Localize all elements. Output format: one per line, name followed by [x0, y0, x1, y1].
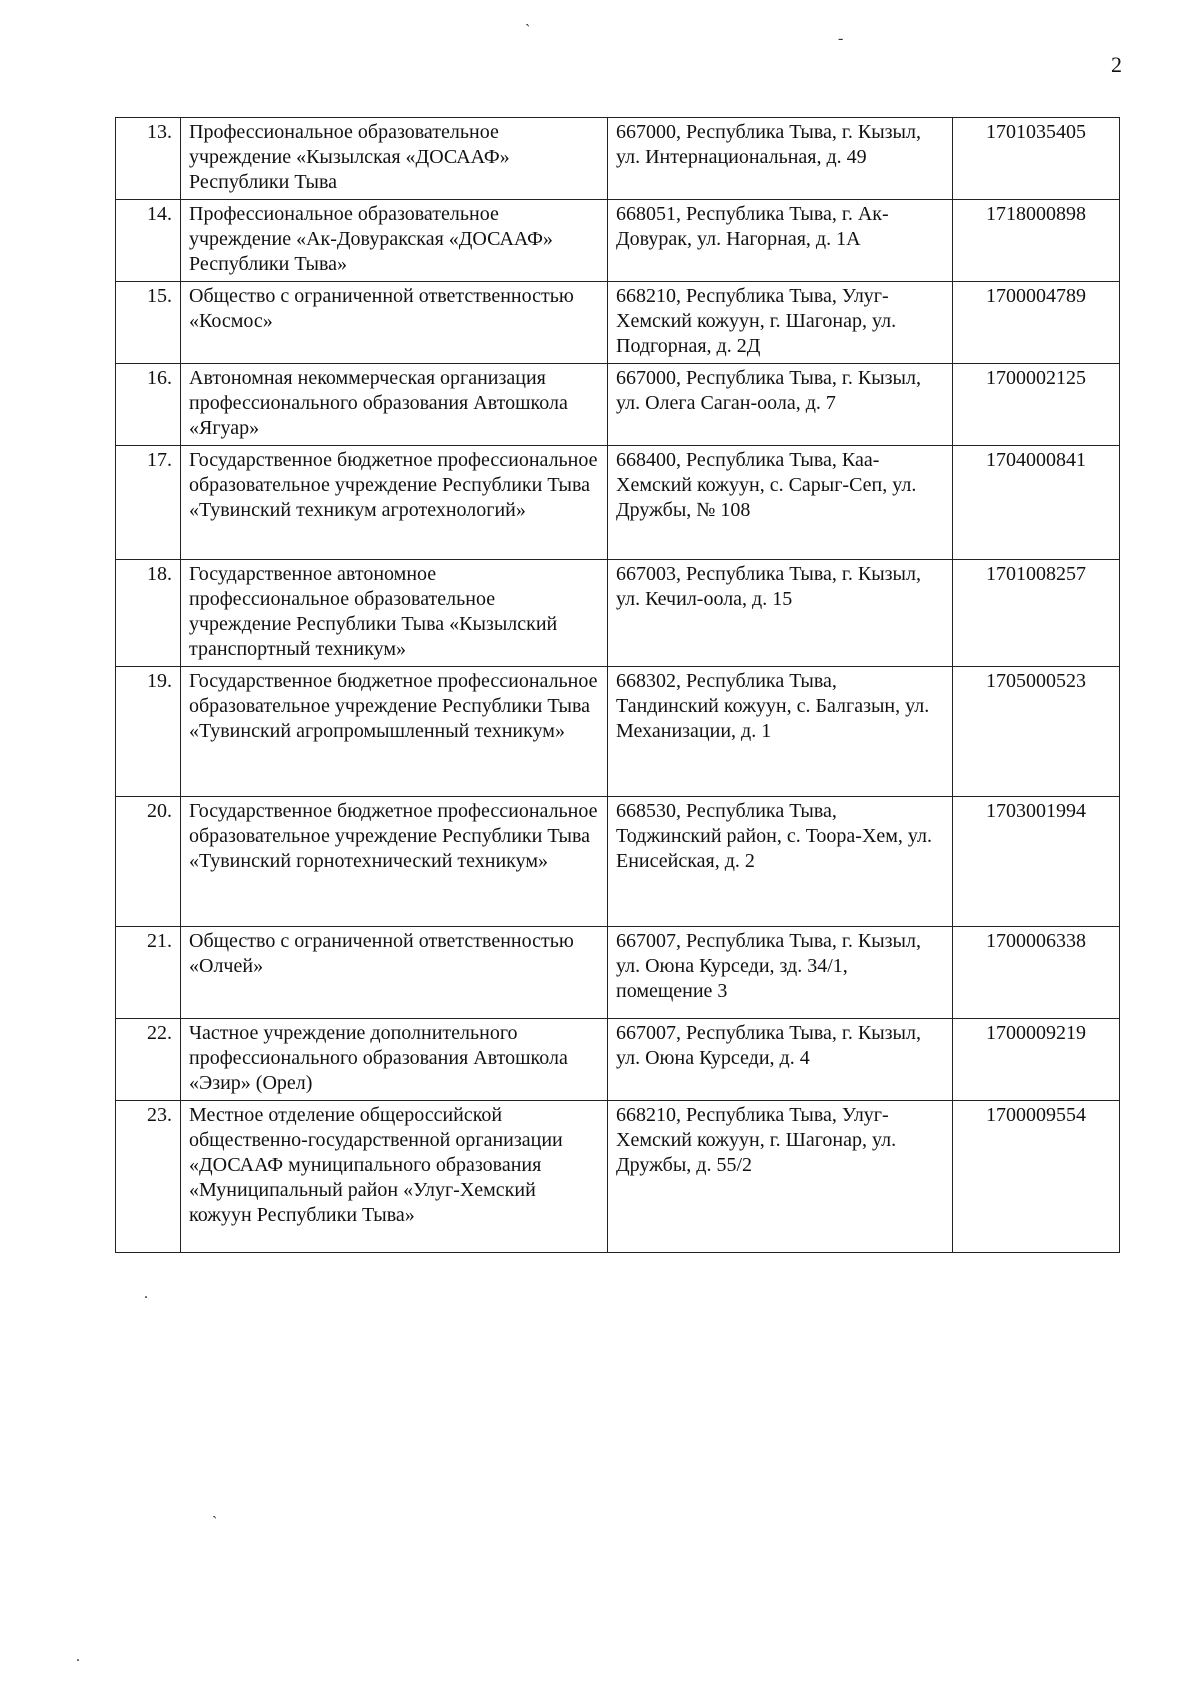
organization-address: 667000, Республика Тыва, г. Кызыл, ул. Интернациональная, д. 49 — [608, 118, 953, 200]
row-number: 13. — [116, 118, 181, 200]
organization-inn: 1718000898 — [953, 200, 1120, 282]
organization-address: 668530, Республика Тыва, Тоджинский район, с. Тоора-Хем, ул. Енисейская, д. 2 — [608, 797, 953, 927]
organization-name: Государственное бюджетное профессиональное образовательное учреждение Республики Тыва «Тувинский техникум агротехнологий» — [181, 446, 608, 560]
row-number: 23. — [116, 1101, 181, 1253]
organization-inn: 1700004789 — [953, 282, 1120, 364]
table-row — [116, 200, 1120, 282]
row-number: 19. — [116, 667, 181, 797]
table-row — [116, 1019, 1120, 1101]
organization-inn: 1701008257 — [953, 560, 1120, 667]
table-row — [116, 364, 1120, 446]
organization-inn: 1700002125 — [953, 364, 1120, 446]
organization-inn: 1701035405 — [953, 118, 1120, 200]
organization-name: Государственное бюджетное профессиональное образовательное учреждение Республики Тыва «Тувинский горнотехнический техникум» — [181, 797, 608, 927]
organization-name: Профессиональное образовательное учреждение «Ак-Довуракская «ДОСААФ» Республики Тыва» — [181, 200, 608, 282]
organization-address: 668210, Республика Тыва, Улуг-Хемский кожуун, г. Шагонар, ул. Дружбы, д. 55/2 — [608, 1101, 953, 1253]
table-row — [116, 1101, 1120, 1253]
organization-inn: 1700006338 — [953, 927, 1120, 1019]
page-number: 2 — [1111, 52, 1122, 77]
registry-table — [115, 117, 1120, 1253]
row-number: 22. — [116, 1019, 181, 1101]
organization-address: 667007, Республика Тыва, г. Кызыл, ул. Оюна Курседи, д. 4 — [608, 1019, 953, 1101]
table-row — [116, 446, 1120, 560]
organization-name: Государственное бюджетное профессиональное образовательное учреждение Республики Тыва «Тувинский агропромышленный техникум» — [181, 667, 608, 797]
table-row — [116, 560, 1120, 667]
row-number: 15. — [116, 282, 181, 364]
organization-address: 668400, Республика Тыва, Каа-Хемский кожуун, с. Сарыг-Сеп, ул. Дружбы, № 108 — [608, 446, 953, 560]
organization-inn: 1704000841 — [953, 446, 1120, 560]
scan-speck: ˏ — [525, 10, 531, 27]
table-row — [116, 797, 1120, 927]
organization-address: 668302, Республика Тыва, Тандинский кожуун, с. Балгазын, ул. Механизации, д. 1 — [608, 667, 953, 797]
organization-address: 667000, Республика Тыва, г. Кызыл, ул. Олега Саган-оола, д. 7 — [608, 364, 953, 446]
scan-speck: - — [838, 30, 844, 47]
row-number: 18. — [116, 560, 181, 667]
organization-address: 668210, Республика Тыва, Улуг-Хемский кожуун, г. Шагонар, ул. Подгорная, д. 2Д — [608, 282, 953, 364]
organization-address: 668051, Республика Тыва, г. Ак-Довурак, ул. Нагорная, д. 1А — [608, 200, 953, 282]
scan-speck: ˎ — [212, 1502, 218, 1519]
organization-name: Общество с ограниченной ответственностью «Космос» — [181, 282, 608, 364]
organization-name: Частное учреждение дополнительного профессионального образования Автошкола «Эзир» (Орел) — [181, 1019, 608, 1101]
organization-inn: 1700009219 — [953, 1019, 1120, 1101]
table-row — [116, 118, 1120, 200]
organization-inn: 1700009554 — [953, 1101, 1120, 1253]
organization-address: 667007, Республика Тыва, г. Кызыл, ул. Оюна Курседи, зд. 34/1, помещение 3 — [608, 927, 953, 1019]
organization-address: 667003, Республика Тыва, г. Кызыл, ул. Кечил-оола, д. 15 — [608, 560, 953, 667]
organization-name: Государственное автономное профессиональное образовательное учреждение Республики Тыва «Кызылский транспортный техникум» — [181, 560, 608, 667]
table-row — [116, 667, 1120, 797]
organization-name: Автономная некоммерческая организация профессионального образования Автошкола «Ягуар» — [181, 364, 608, 446]
scan-speck: . — [76, 1648, 80, 1665]
organization-name: Профессиональное образовательное учреждение «Кызылская «ДОСААФ» Республики Тыва — [181, 118, 608, 200]
organization-inn: 1705000523 — [953, 667, 1120, 797]
row-number: 17. — [116, 446, 181, 560]
row-number: 21. — [116, 927, 181, 1019]
row-number: 16. — [116, 364, 181, 446]
table-row — [116, 927, 1120, 1019]
organization-name: Местное отделение общероссийской общественно-государственной организации «ДОСААФ муниципального образования «Муниципальный район «Улуг-Хемский кожуун Республики Тыва» — [181, 1101, 608, 1253]
row-number: 20. — [116, 797, 181, 927]
table-row — [116, 282, 1120, 364]
organization-inn: 1703001994 — [953, 797, 1120, 927]
row-number: 14. — [116, 200, 181, 282]
organization-name: Общество с ограниченной ответственностью «Олчей» — [181, 927, 608, 1019]
scan-speck: . — [144, 1285, 148, 1302]
